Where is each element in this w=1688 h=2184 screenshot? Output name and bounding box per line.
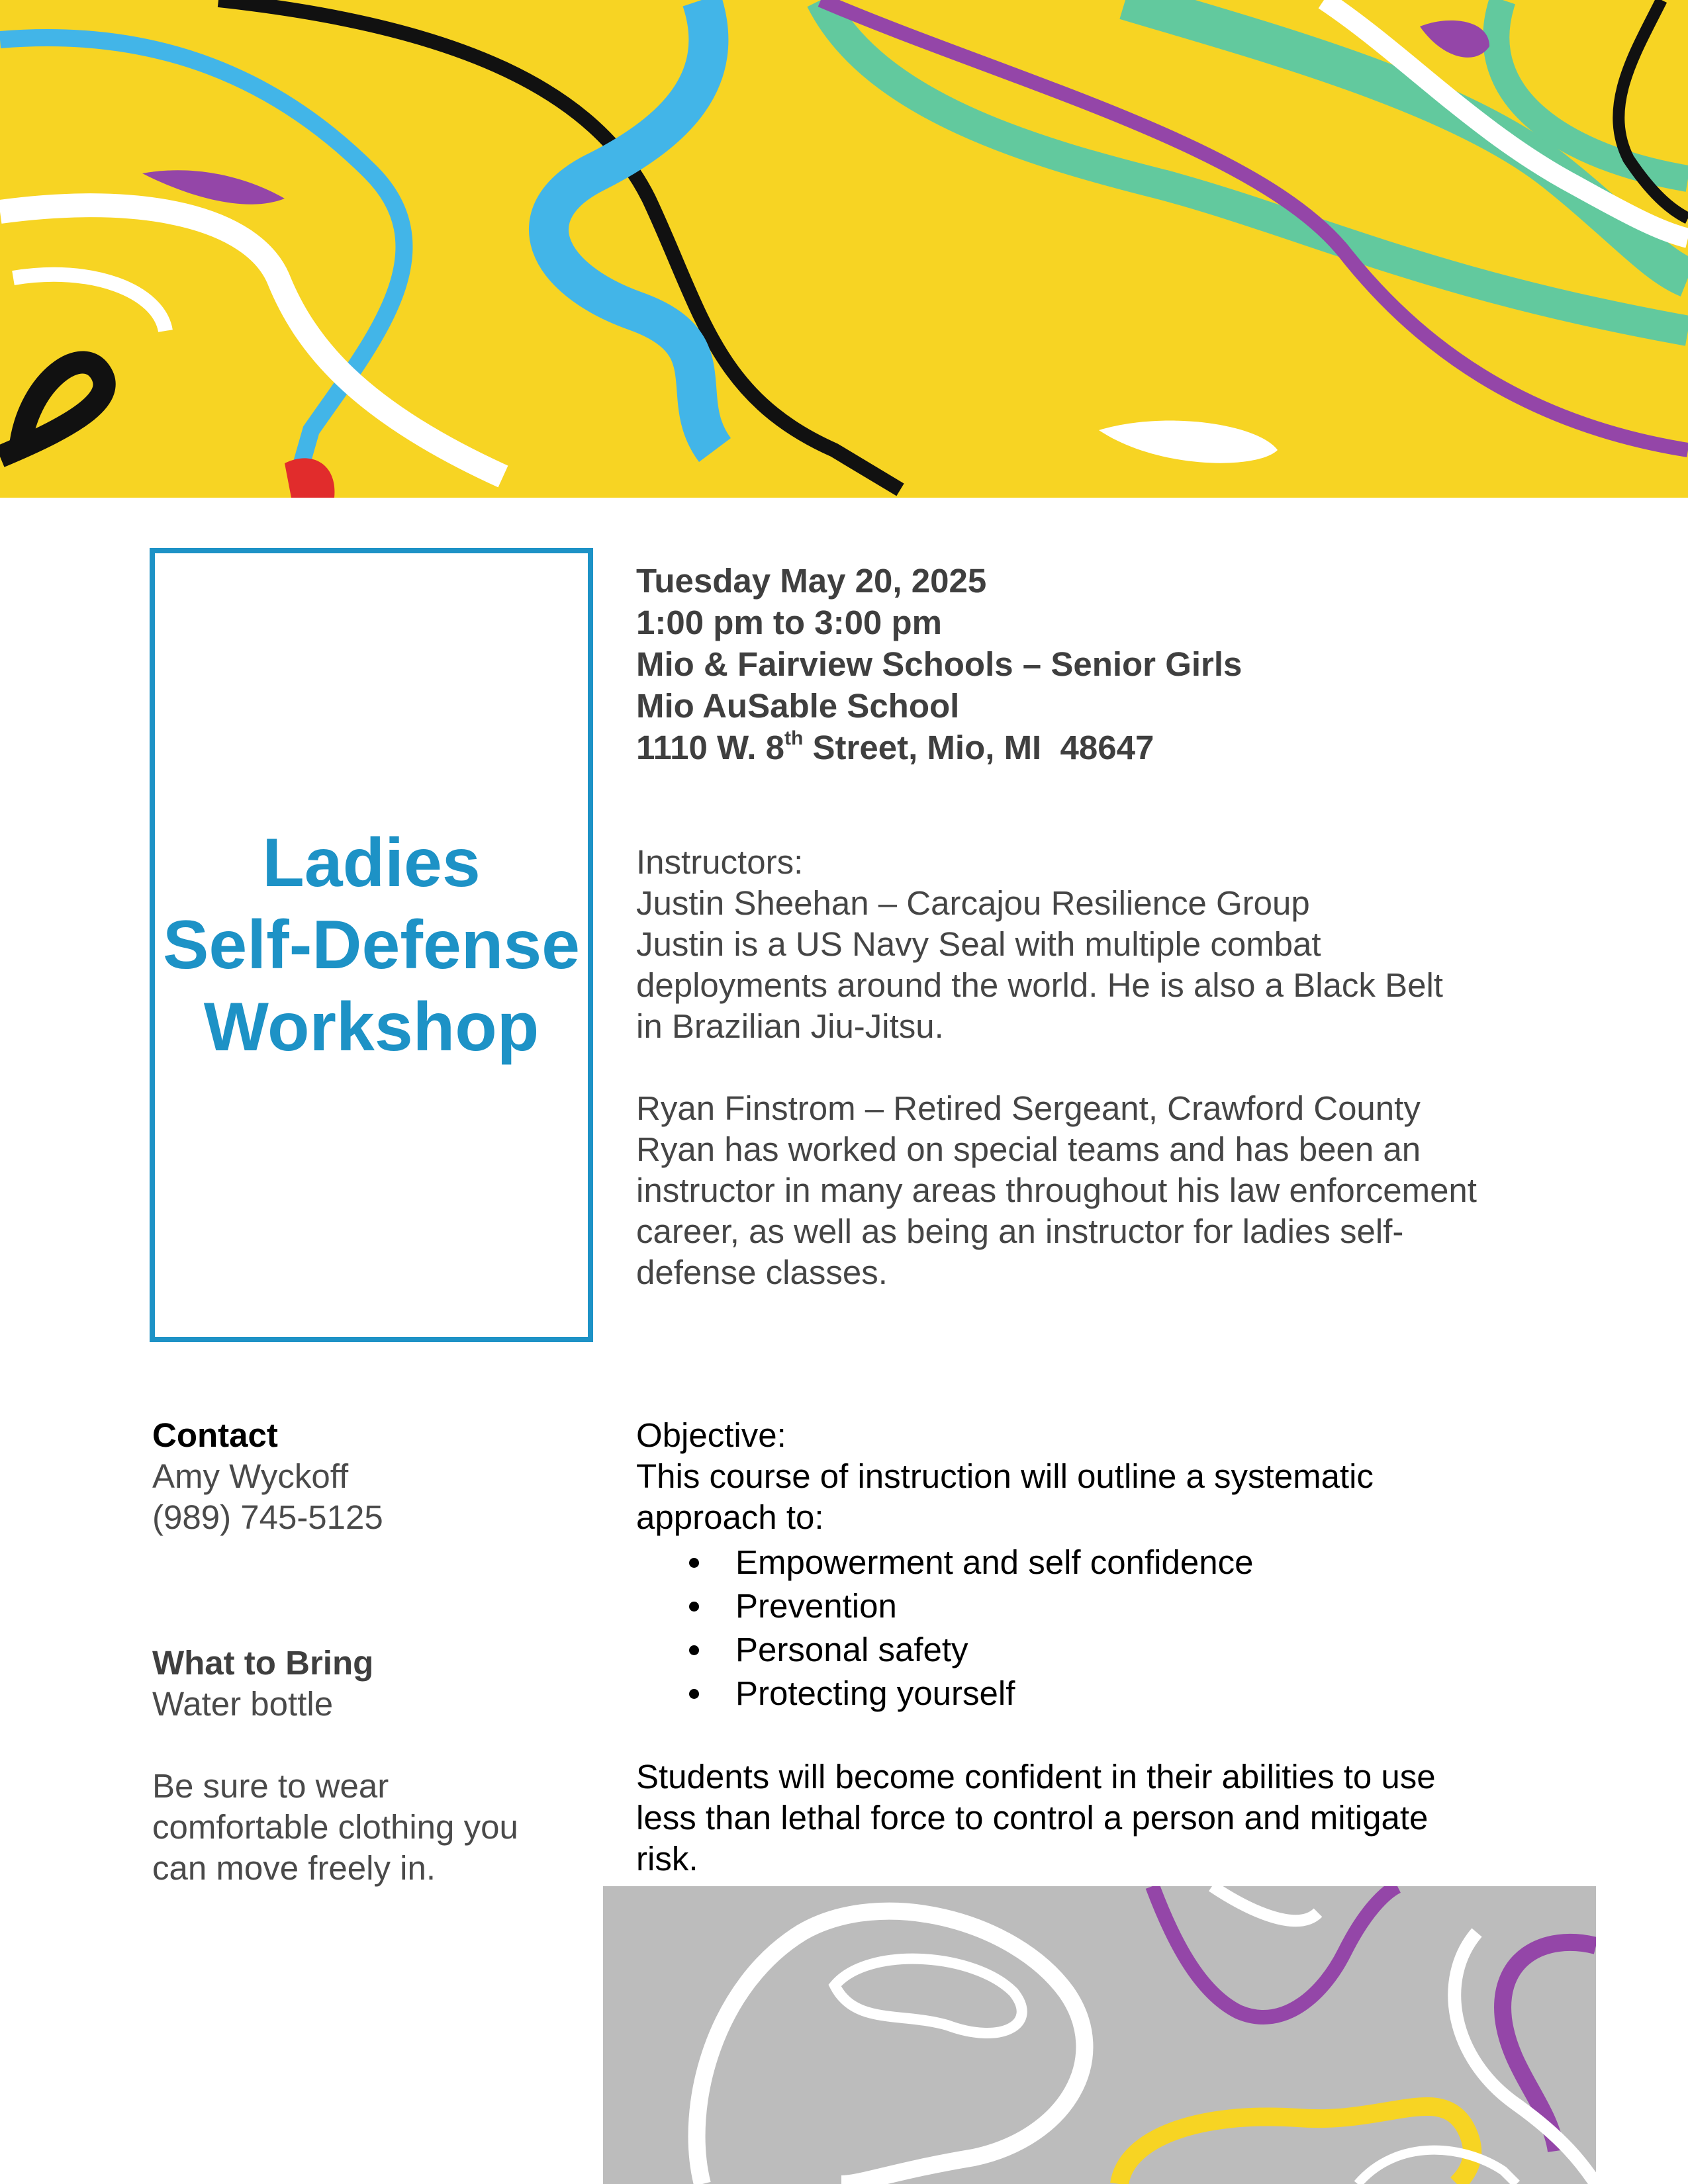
instructors-heading: Instructors: [636,843,804,881]
objective-intro-line: approach to: [636,1498,824,1536]
instructor-1-bio-line: in Brazilian Jiu-Jitsu. [636,1007,944,1045]
objective-bullet-item [636,1541,1563,1584]
objective-heading: Objective: [636,1416,786,1454]
instructor-2-bio-line: defense classes. [636,1253,888,1291]
contact-heading: Contact [152,1416,278,1454]
what-to-bring-section [152,1643,576,1889]
instructor-2-bio-line: Ryan has worked on special teams and has been an [636,1130,1421,1168]
contact-phone: (989) 745-5125 [152,1498,383,1536]
bullet-text: Prevention [735,1587,897,1625]
title-line-2: Self-Defense [163,907,580,983]
instructor-2-bio-line: career, as well as being an instructor for ladies self- [636,1212,1404,1250]
footer-swirl-art [603,1886,1596,2184]
objective-closing-line: Students will become confident in their abilities to use [636,1758,1436,1796]
title-line-3: Workshop [203,989,539,1066]
bring-item: Water bottle [152,1685,334,1723]
instructor-1-bio-line: Justin is a US Navy Seal with multiple combat [636,925,1321,963]
workshop-title [163,822,580,1068]
objective-section [636,1415,1563,1880]
event-time: 1:00 pm to 3:00 pm [636,604,942,641]
address-prefix: 1110 W. 8 [636,729,785,766]
contact-name: Amy Wyckoff [152,1457,349,1495]
bring-heading: What to Bring [152,1644,374,1682]
instructor-2-bio-line: instructor in many areas throughout his law enforcement [636,1171,1477,1209]
bring-note-line: Be sure to wear [152,1767,389,1805]
objective-bullet-item [636,1672,1563,1715]
bullet-icon [689,1689,699,1699]
bullet-icon [689,1602,699,1612]
objective-bullet-list [636,1541,1563,1715]
instructor-1-name: Justin Sheehan – Carcajou Resilience Group [636,884,1310,922]
contact-section [152,1415,576,1538]
address-ordinal: th [784,727,804,749]
swirl-pattern-image [0,0,1688,498]
instructor-2-name: Ryan Finstrom – Retired Sergeant, Crawford County [636,1089,1421,1127]
spacer [152,1725,576,1766]
bullet-text: Personal safety [735,1631,968,1668]
objective-closing-line: less than lethal force to control a person and mitigate [636,1799,1429,1837]
instructors-section [636,842,1563,1293]
bullet-text: Protecting yourself [735,1674,1015,1712]
swirl-pattern-image [603,1886,1596,2184]
bullet-icon [689,1645,699,1655]
objective-intro-line: This course of instruction will outline a systematic [636,1457,1374,1495]
title-box [150,548,593,1342]
event-venue: Mio AuSable School [636,687,960,725]
bring-note-line: can move freely in. [152,1849,436,1887]
instructor-1-bio-line: deployments around the world. He is also a Black Belt [636,966,1443,1004]
header-swirl-banner [0,0,1688,498]
objective-bullet-item [636,1628,1563,1672]
event-audience: Mio & Fairview Schools – Senior Girls [636,645,1243,683]
spacer [636,1715,1563,1756]
address-suffix: Street, Mio, MI 48647 [803,729,1154,766]
event-date: Tuesday May 20, 2025 [636,562,987,600]
bring-note-line: comfortable clothing you [152,1808,518,1846]
objective-closing-line: risk. [636,1840,698,1878]
spacer [636,1047,1563,1088]
objective-bullet-item [636,1584,1563,1628]
bullet-text: Empowerment and self confidence [735,1543,1254,1581]
bullet-icon [689,1558,699,1568]
title-line-1: Ladies [262,825,481,901]
event-address [636,727,1563,768]
event-details [636,560,1563,768]
